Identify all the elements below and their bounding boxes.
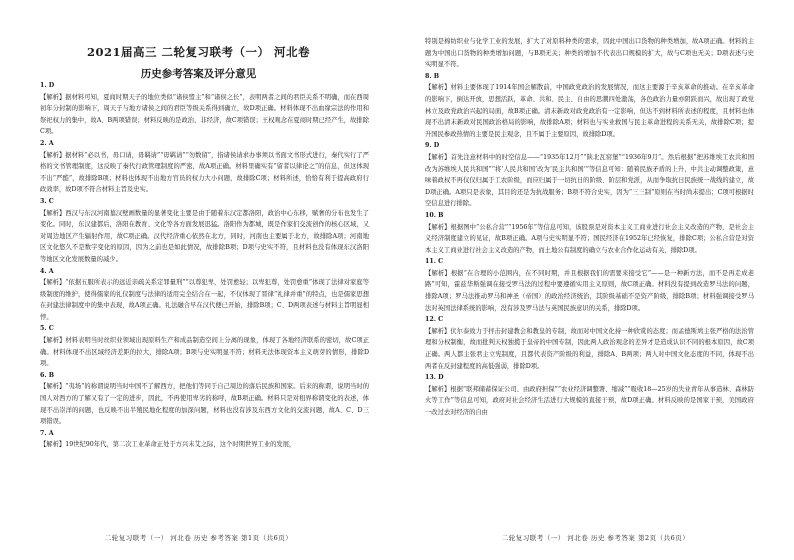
explanation-paragraph: 【解析】据材料可知，夏商时期天子的地位类似“诸侯盟主”和“诸侯之长”，表明两者之间的君臣关系不明确，而在西周初年分封制的影响下，周天子与地方诸侯之间的君臣等级关系得到确立，故D项正确。材料体现不出血缘宗法的作用和祭祀权力的集中，故A、B两项错误；材料反映的是政治，非经济，故C项错误；王权观念在夏商时期已经产生，故排除C项。	[40, 93, 369, 136]
question-number: 6. B	[40, 371, 55, 379]
question-number: 12. C	[425, 316, 444, 324]
question-number: 10. B	[425, 211, 444, 219]
question-number: 13. D	[425, 374, 444, 382]
question-number: 8. B	[425, 72, 440, 80]
question-number: 3. C	[40, 197, 54, 205]
explanation-paragraph: 【解析】根据“在合理的小范围内，在不同时期，并且根据我们的需要来接受它”——是一种新方法，而不是再走成老路”可知，霍兹华斯强调在接受罗马法的过程中要遵循实用主义原则，故C项正确。材料没有提到改造罗马法的问题，排除A项；罗马法推动罗马和神圣（帝国）的政治经济统治，其阶级基础不是资产阶级，排除B项；材料强调接受罗马法对英国法律系统的影响，没有涉及罗马法与英国民族意识的关系，排除D项。	[425, 269, 754, 312]
answer-column-left	[40, 80, 369, 451]
explanation-paragraph: 【解析】伏尔泰致力于抨击封建教会和教皇的专制，故而对中国文化持一种欣赏的态度；而孟德斯鸠主张严格的法治管理和分权制衡，故而批判天权独揽于皇帝的中国专制，因此两人政治观念的差异才是造成认识不同的根本原因，故C项正确。两人都主张君主立宪制度，且都代表资产阶级的利益，排除A、B两项；两人对中国文化态度的不同，体现不出两者在反封建程度的高低强弱，排除D项。	[425, 327, 754, 370]
question-number: 11. C	[425, 258, 444, 266]
explanation-paragraph: 【解析】西汉与东汉河南墓汉壁画数量的显著变化主要是由于随着东汉定都洛阳，政治中心东移，赋奢的分布也发生了变化。同时，东汉建都后，洛阳在教育、文化等各方面发展迅猛。洛阳作为都城，既是作家们交流创作的核心区域，又对周边地区产生辐射作用，故C项正确。汉代经济重心依然在北方，同时，河南也主要属于北方，故排除A项；河南地区文化悠久不是数字变化的原因，因为之前也是如此情况，故排除B项；D项与史实不符，且材料也没有体现东汉洛阳等地区文化发展数量的减少。	[40, 209, 369, 263]
question-number: 7. A	[40, 429, 54, 437]
page-2	[397, 0, 794, 560]
explanation-paragraph: 【解析】“依据五服所表示的远近亲疏关系定罪量刑”“以尊犯卑，处罚愈轻；以卑犯尊，处罚愈重”体现了法律对家庭等级制度的维护，使得儒家的礼仪制度与法律的适用完全结合在一起，不仅体现了晋律“礼律并重”的特点，也是儒家思想在封建法律制度中的集中表现，故A项正确。礼法融合早在汉代便已开始，排除B项；C、D两项表述与材料主旨明显相悖。	[40, 279, 369, 321]
explanation-paragraph: 【解析】根据图中“公私合营”“1956年”等信息可知，该股票是对资本主义工商业进行社会主义改造的产物，是社会主义经济制度建立的见证，故B项正确。A项与史实明显不符；国民经济在1952年已经恢复，排除C项；公私合营是对资本主义工商业进行社会主义改造的产物，而土地公有制度的确立与农业合作化运动有关，排除D项。	[425, 223, 754, 254]
page-footer-left: 二轮复习联考（一） 河北卷 历史 参考答案 第1页（共6页）	[104, 534, 293, 542]
page-footer-right: 二轮复习联考（一） 河北卷 历史 参考答案 第2页（共6页）	[501, 534, 690, 542]
explanation-paragraph: 【解析】材料主要体现了1914年国会解散前，中国政党政治的发展情况，而这主要源于辛亥革命的推动。在辛亥革命的影响下，倒达开放，思想活跃，革命、共和、民主、自由的思潮四处激荡，各色政治力量亦阴跃而兴，故出现了政党林立及政党政治兴起的局面，故B项正确。清末新政对政党政治有一定影响，但达不到材料所表述的程度，且材料也体现不出清末新政对民国政治格局的影响，故排除A项；材料也与实业救国与民主革命进程的关系无关，故排除C项；提升国民参政热情的主要是民主观念，且不属于主要原因，故排除D项。	[425, 84, 754, 138]
explanation-paragraph: 特别是棉纺织业与化学工业的发展，扩大了对原料种类的需求，因此中国出口货物的种类增加，故A项正确。材料的主题为中国出口货物的种类增加问题，与B项无关；种类的增加不代表出口规模的扩大，故与C项也无关；D项表述与史实明显不符。	[425, 38, 754, 69]
explanation-paragraph: 【解析】首先注意材料中的时空信息——“1935年12月”“陕北瓦窑堡”“1936年9月”。然后根据“把苏维埃工农共和国改为苏维埃人民共和国”“将‘人民共和国’改为‘民主共和国’”等信息可知：随着民族矛盾的上升，中共主动调整政策，意味着政权不再仅仅归属于工农阶级，而应归属于一切抗日的阶级、阶层和党派，从而争取抗日民族统一战线的建立，故D项正确。A项只是表象，其目的还是为抗战服务；B项不符合史实，因为“三三制”原则在当时尚未提出；C项可根据时空信息进行排除。	[425, 153, 754, 208]
page-title: 2021届高三 二轮复习联考（一） 河北卷	[86, 45, 310, 59]
explanation-paragraph: 【解析】据材料“必以书，毋口请，毋羁请”“毋羁请”“勿数留”，指诸侯请求办事须以书面文书形式进行，秦代实行了严格的文书管理制度，这反映了秦代行政管理制度的严密，故A项正确。材料里确实有“留者以律论之”的信息，但这体现不出“严酷”，故排除B项；材料也体现不出地方官员的权力大小问题，故排除C项；材料所述，恰恰有利于提高政府行政效率，故D项不符合材料主旨及史实。	[40, 151, 369, 194]
answer-column-right	[425, 36, 754, 419]
question-number: 9. D	[425, 142, 440, 150]
page-subtitle: 历史参考答案及评分意见	[140, 68, 257, 80]
question-number: 5. C	[40, 325, 54, 333]
question-number: 2. A	[40, 139, 54, 147]
question-number: 1. D	[40, 82, 55, 89]
explanation-paragraph: 【解析】19世纪90年代，第二次工业革命正处于方兴未艾之际，这个时期世界工业的发展，	[40, 441, 296, 449]
explanation-paragraph: 【解析】材料表明当时丝织业领域出现原料生产和成品制造空间上分离的现象，体现了各地经济联系的密切，故C项正确。材料体现不出区域经济差距的拉大，排除A项；B项与史实明显不符；材料无法体现资本主义萌芽的情形，排除D项。	[40, 337, 369, 368]
explanation-paragraph: 【解析】“夷场”的称谓说明当时中国不了解西方，把他们等同于自己周边的落后民族和国家。后来的称谓，说明当时的国人对西方的了解又有了一定的进步，因此，不再使用卑劣的称呼，故B项正确。材料只是对租界称谓变化的表述，体现不出崇洋的问题，也反映不出半殖民地化程度的加深问题，材料也没有涉及东西方文化的交流问题，故A、C、D三项错误。	[40, 383, 369, 426]
question-number: 4. A	[40, 267, 54, 275]
explanation-paragraph: 【解析】根据“联邦储蓄保证公司、由政府担保”“农业经济调整署、缩减”“吸收18—25岁的失业青年从事造林、森林防火等工作”等信息可知，政府对社会经济生活进行大规模的直接干预，故D项正确。材料反映的是国家干预，美国政府一改过去对经济的自由	[425, 385, 754, 416]
